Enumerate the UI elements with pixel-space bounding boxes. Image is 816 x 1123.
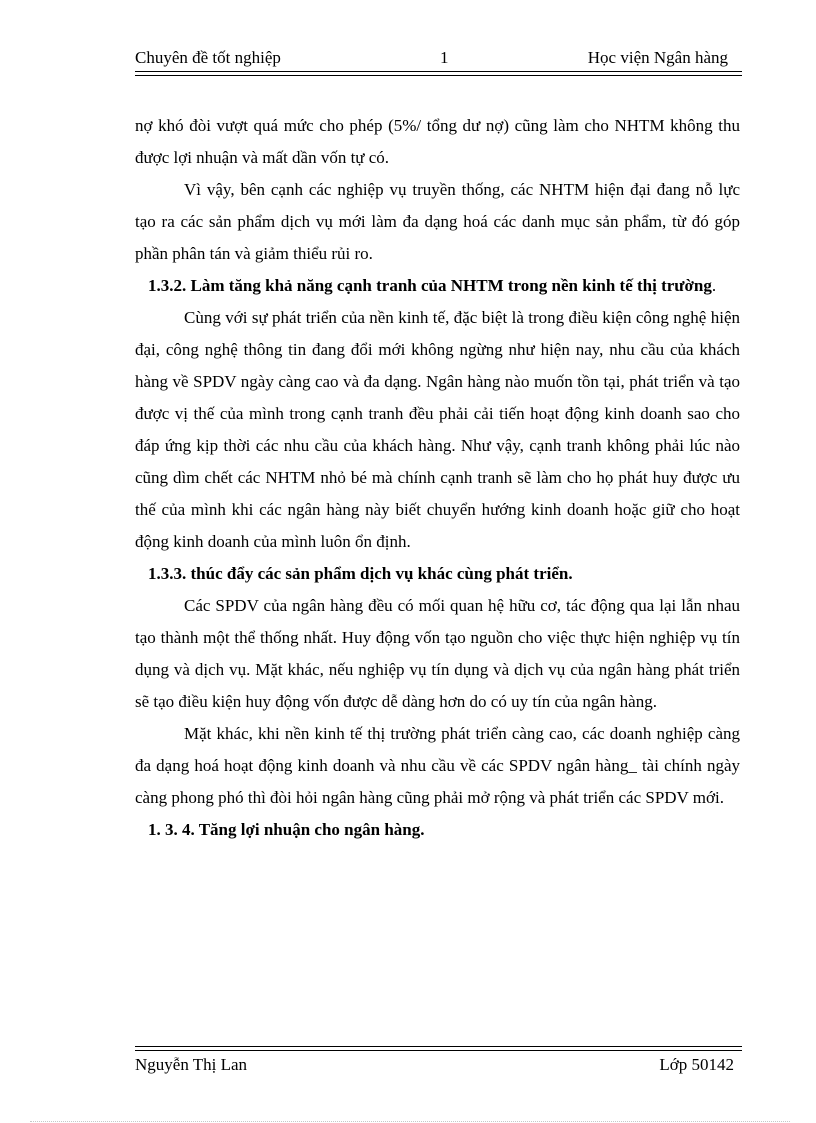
paragraph: Vì vậy, bên cạnh các nghiệp vụ truyền thống, các NHTM hiện đại đang nỗ lực tạo ra các sản phẩm dịch vụ mới làm đa dạng hoá các danh mục sản phẩm, từ đó góp phần phân tán và giảm thiểu rủi ro. [135,180,740,263]
footer-rule [135,1046,742,1051]
heading-period: . [711,276,717,295]
page-footer [135,1055,740,1077]
paragraph: Các SPDV của ngân hàng đều có mối quan hệ hữu cơ, tác động qua lại lẫn nhau tạo thành một thể thống nhất. Huy động vốn tạo nguồn cho việc thực hiện nghiệp vụ tín dụng và dịch vụ. Mặt khác, nếu nghiệp vụ tín dụng và dịch vụ của ngân hàng phát triển sẽ tạo điều kiện huy động vốn được dễ dàng hơn do có uy tín của ngân hàng. [135,596,740,711]
section-heading-1-3-2 [135,270,740,302]
page-number: 1 [440,48,449,67]
paragraph: Cùng với sự phát triển của nền kinh tế, đặc biệt là trong điều kiện công nghệ hiện đại, công nghệ thông tin đang đổi mới không ngừng như hiện nay, nhu cầu của khách hàng về SPDV ngày càng cao và đa dạng. Ngân hàng nào muốn tồn tại, phát triển và tạo được vị thế của mình trong cạnh tranh đều phải cải tiến hoạt động kinh doanh sao cho đáp ứng kịp thời các nhu cầu của khách hàng. Như vậy, cạnh tranh không phải lúc nào cũng dìm chết các NHTM nhỏ bé mà chính cạnh tranh sẽ làm cho họ phát huy được ưu thế của mình khi các ngân hàng này biết chuyển hướng kinh doanh hoặc giữ cho hoạt động kinh doanh của mình luôn ổn định. [135,308,740,551]
heading-text: 1.3.2. Làm tăng khả năng cạnh tranh của NHTM trong nền kinh tế thị trường [148,276,712,295]
footer-author: Nguyễn Thị Lan [135,1055,248,1074]
header-document-type: Chuyên đề tốt nghiệp [135,48,281,67]
paragraph-continuation: nợ khó đòi vượt quá mức cho phép (5%/ tổng dư nợ) cũng làm cho NHTM không thu được lợi nhuận và mất dần vốn tự có. [135,116,740,167]
header-institution: Học viện Ngân hàng [587,48,728,67]
header-rule [135,71,742,76]
section-heading-1-3-4: 1. 3. 4. Tăng lợi nhuận cho ngân hàng. [148,820,425,839]
document-body [135,110,740,846]
page-edge-dotted-line [30,1121,790,1122]
paragraph: Mặt khác, khi nền kinh tế thị trường phát triển càng cao, các doanh nghiệp càng đa dạng hoá hoạt động kinh doanh và nhu cầu về các SPDV ngân hàng_ tài chính ngày càng phong phó thì đòi hỏi ngân hàng cũng phải mở rộng và phát triển các SPDV mới. [135,724,740,807]
footer-class: Lớp 50142 [659,1055,734,1074]
page-header [135,48,740,72]
section-heading-1-3-3: 1.3.3. thúc đẩy các sản phẩm dịch vụ khác cùng phát triển. [148,564,573,583]
